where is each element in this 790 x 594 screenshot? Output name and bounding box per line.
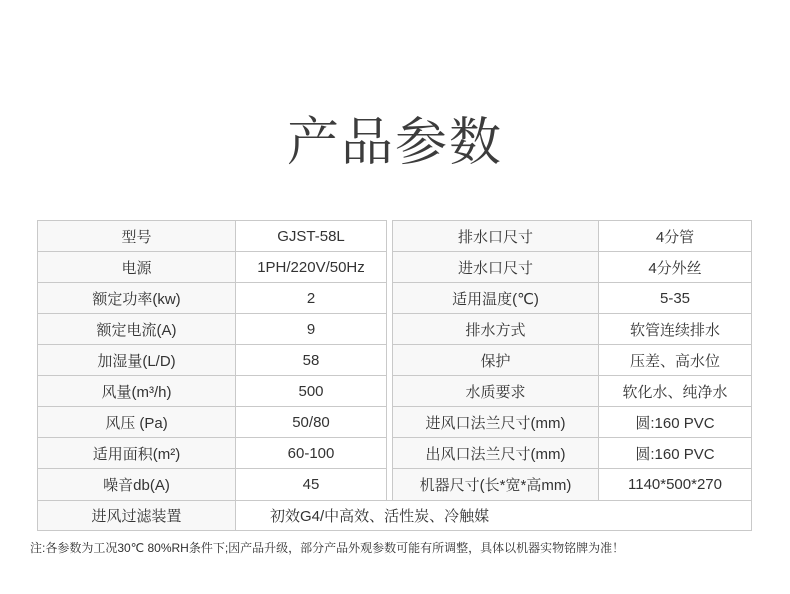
spec-label-cell: 加湿量(L/D) [38, 345, 236, 375]
table-row [38, 314, 386, 345]
spec-value-cell: 初效G4/中高效、活性炭、冷触媒 [236, 501, 751, 530]
spec-value-cell: 软管连续排水 [599, 314, 751, 344]
spec-label-cell: 电源 [38, 252, 236, 282]
spec-label-cell: 进风口法兰尺寸(mm) [393, 407, 599, 437]
table-row-filter-device [37, 500, 752, 531]
spec-value-cell: 圆:160 PVC [599, 438, 751, 468]
table-row [393, 407, 751, 438]
spec-label-cell: 出风口法兰尺寸(mm) [393, 438, 599, 468]
spec-table-area [37, 220, 752, 531]
page-title: 产品参数 [286, 114, 503, 172]
spec-label-cell: 型号 [38, 221, 236, 251]
spec-value-cell: 软化水、纯净水 [599, 376, 751, 406]
spec-value-cell: 45 [236, 469, 386, 500]
table-row [393, 438, 751, 469]
spec-value-cell: GJST-58L [236, 221, 386, 251]
table-row [393, 252, 751, 283]
table-row [38, 469, 386, 500]
spec-label-cell: 额定电流(A) [38, 314, 236, 344]
spec-value-cell: 50/80 [236, 407, 386, 437]
table-row [393, 469, 751, 500]
table-row [38, 345, 386, 376]
spec-label-cell: 排水口尺寸 [393, 221, 599, 251]
spec-value-cell: 58 [236, 345, 386, 375]
spec-value-cell: 4分管 [599, 221, 751, 251]
table-row [393, 221, 751, 252]
table-row [38, 407, 386, 438]
table-row [38, 283, 386, 314]
spec-value-cell: 500 [236, 376, 386, 406]
spec-label-cell: 风压 (Pa) [38, 407, 236, 437]
spec-label-cell: 机器尺寸(长*宽*高mm) [393, 469, 599, 500]
table-row [393, 345, 751, 376]
spec-label-cell: 额定功率(kw) [38, 283, 236, 313]
table-row [393, 283, 751, 314]
table-row [38, 252, 386, 283]
table-row [393, 314, 751, 345]
spec-value-cell: 60-100 [236, 438, 386, 468]
spec-label-cell: 噪音db(A) [38, 469, 236, 500]
spec-label-cell: 保护 [393, 345, 599, 375]
spec-table-right [392, 220, 752, 501]
spec-label-cell: 风量(m³/h) [38, 376, 236, 406]
spec-value-cell: 圆:160 PVC [599, 407, 751, 437]
spec-value-cell: 9 [236, 314, 386, 344]
table-row [38, 221, 386, 252]
spec-value-cell: 压差、高水位 [599, 345, 751, 375]
table-row [393, 376, 751, 407]
footnote-text: 注:各参数为工况30℃ 80%RH条件下;因产品升级，部分产品外观参数可能有所调整，具体以机器实物铭牌为准！ [30, 541, 625, 555]
spec-tables-row [37, 220, 752, 501]
spec-label-cell: 适用面积(m²) [38, 438, 236, 468]
spec-label-cell: 进风过滤装置 [38, 501, 236, 530]
spec-value-cell: 5-35 [599, 283, 751, 313]
table-row [38, 438, 386, 469]
spec-label-cell: 进水口尺寸 [393, 252, 599, 282]
spec-value-cell: 2 [236, 283, 386, 313]
spec-label-cell: 适用温度(℃) [393, 283, 599, 313]
spec-value-cell: 1140*500*270 [599, 469, 751, 500]
spec-label-cell: 排水方式 [393, 314, 599, 344]
spec-value-cell: 1PH/220V/50Hz [236, 252, 386, 282]
spec-table-left [37, 220, 387, 501]
spec-value-cell: 4分外丝 [599, 252, 751, 282]
table-row [38, 376, 386, 407]
spec-label-cell: 水质要求 [393, 376, 599, 406]
